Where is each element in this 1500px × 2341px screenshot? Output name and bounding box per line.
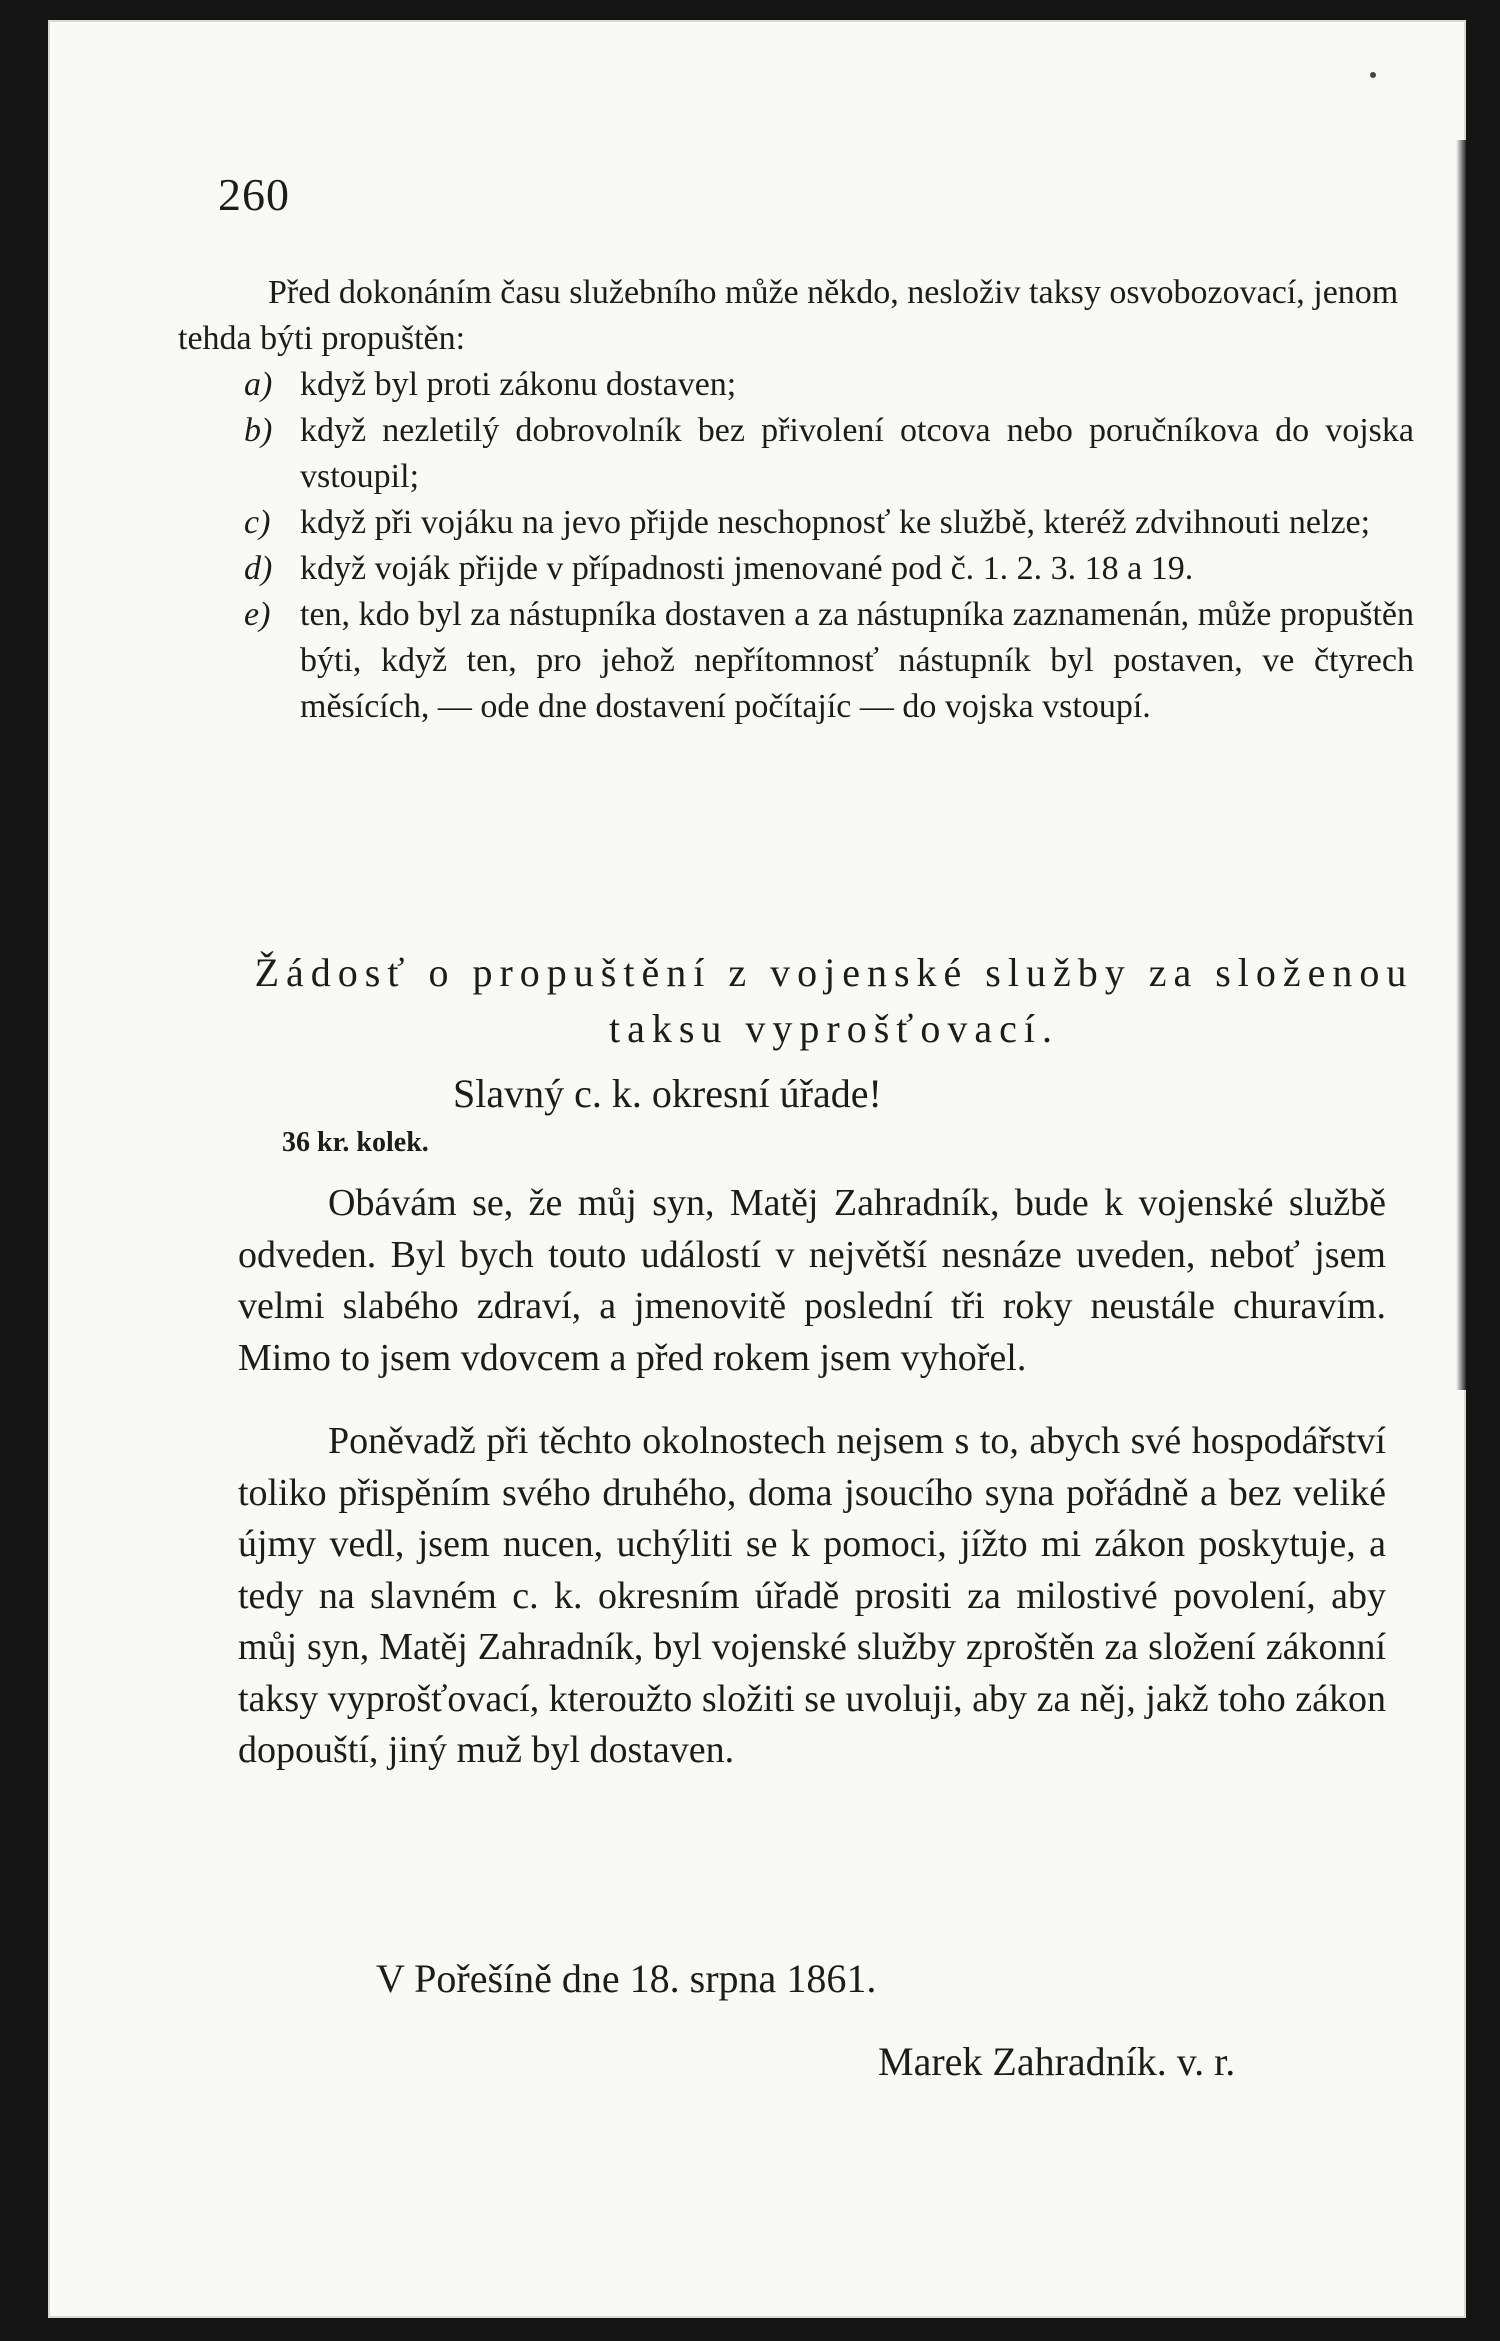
list-item-text: ten, kdo byl za nástupníka dostaven a za nástupníka zaznamenán, může propuštěn býti, když ten, pro jehož nepřítomnosť nástupník byl postaven, ve čtyrech měsících, — ode dne dostavení počítajíc — do vojska vstoupí. (300, 596, 1414, 725)
page-edge-shadow (1456, 140, 1466, 1390)
list-item (244, 362, 1414, 408)
list-item-label: d) (244, 550, 273, 587)
exemption-intro: Před dokonáním času služebního může někdo, nesloživ taksy osvobozovací, jenom tehda býti propuštěn: (178, 274, 1399, 357)
list-item-text: když nezletilý dobrovolník bez přivolení otcova nebo poručníkova do vojska vstoupil; (300, 412, 1414, 495)
letter-body (238, 1178, 1386, 1809)
ink-speck (1370, 72, 1376, 78)
letter-heading: Žádosť o propuštění z vojenské služby za složenou taksu vyprošťovací. (254, 950, 1414, 1051)
list-item-label: a) (244, 366, 273, 403)
list-item-text: když voják přijde v případnosti jmenované pod č. 1. 2. 3. 18 a 19. (300, 550, 1194, 587)
list-item-label: c) (244, 504, 271, 541)
stamp-note: 36 kr. kolek. (282, 1127, 429, 1158)
list-item (244, 500, 1414, 546)
signature: Marek Zahradník. v. r. (878, 2039, 1236, 2084)
page-number: 260 (218, 169, 290, 220)
place-date: V Pořešíně dne 18. srpna 1861. (376, 1956, 877, 2001)
list-item (244, 592, 1414, 730)
letter-paragraph: Poněvadž při těchto okolnostech nejsem s to, abych své hospodářství toliko přispěním svého druhého, doma jsoucího syna pořádně a bez veliké újmy vedl, jsem nucen, uchýliti se k pomoci, jížto mi zákon poskytuje, a tedy na slavném c. k. okresním úřadě prositi za milostivé povolení, aby můj syn, Matěj Zahradník, byl vojenské služby zproštěn za složení zákonní taksy vyprošťovací, kteroužto složiti se uvoluji, aby za něj, jakž toho zákon dopouští, jiný muž byl dostaven. (238, 1420, 1386, 1771)
list-item (244, 408, 1414, 500)
list-item-text: když byl proti zákonu dostaven; (300, 366, 737, 403)
letter-salutation: Slavný c. k. okresní úřade! (453, 1071, 882, 1116)
list-item-label: b) (244, 412, 273, 449)
list-item (244, 546, 1414, 592)
list-item-label: e) (244, 596, 271, 633)
exemption-section (178, 270, 1414, 730)
letter-paragraph: Obávám se, že můj syn, Matěj Zahradník, bude k vojenské službě odveden. Byl bych touto událostí v největší nesnáze uveden, neboť jsem velmi slabého zdraví, a jmenovitě poslední tři roky neustále churavím. Mimo to jsem vdovcem a před rokem jsem vyhořel. (238, 1182, 1386, 1379)
book-page (48, 20, 1466, 2318)
list-item-text: když při vojáku na jevo přijde neschopnosť ke službě, kteréž zdvihnouti nelze; (300, 504, 1371, 541)
